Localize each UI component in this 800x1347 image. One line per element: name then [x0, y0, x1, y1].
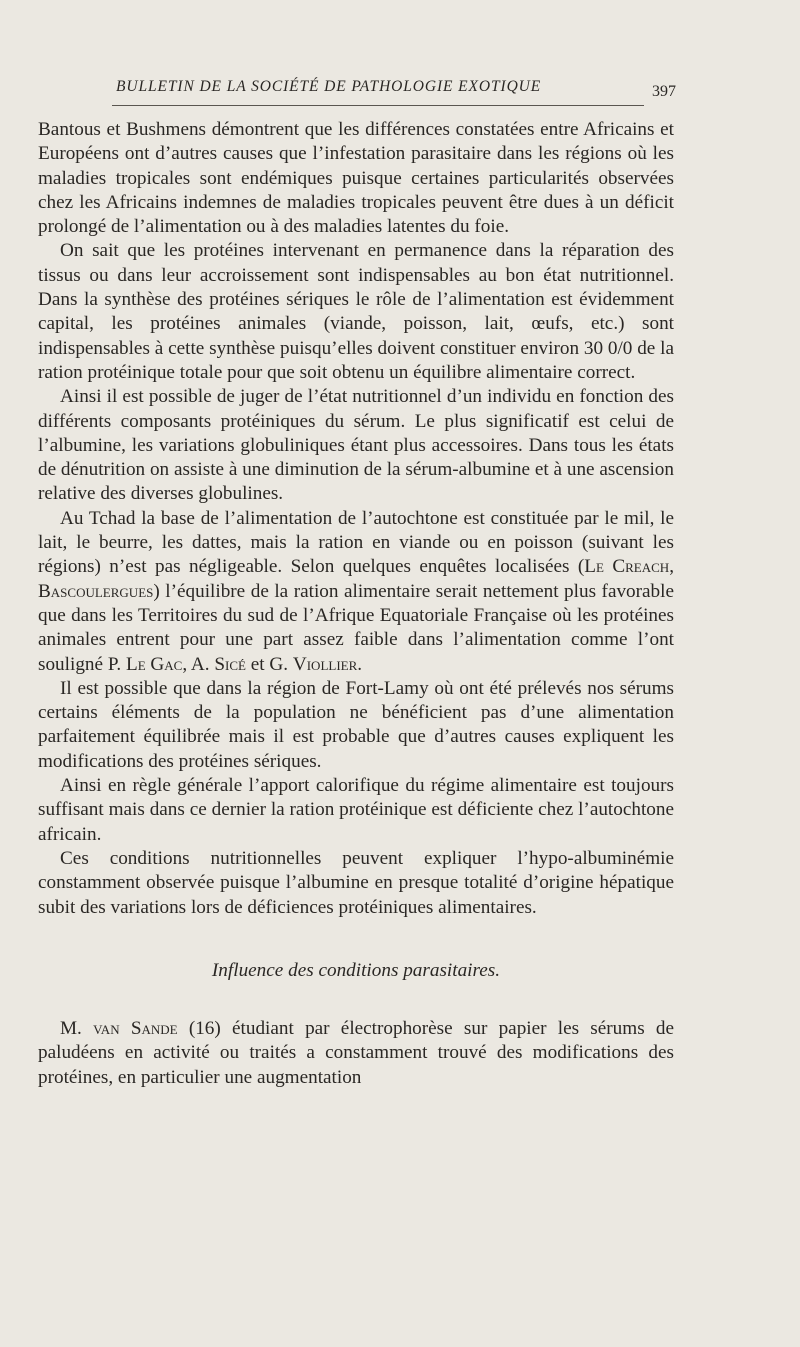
page-number: 397: [652, 83, 676, 100]
paragraph-7: Ces conditions nutritionnelles peuvent expliquer l’hypo-albuminémie constamment observée puisque l’albumine en presque totalité d’origine hépatique subit des variations lors de déficiences protéiniques alimentaires.: [38, 847, 674, 918]
paragraph-4-text-1: Au Tchad la base de l’alimentation de l’autochtone est constituée par le mil, le lait, le beurre, les dattes, mais la ration en viande ou en poisson (suivant les régions) n’est pas négligeable. Selon quelques enquêtes localisées (: [38, 507, 674, 578]
paragraph-4: [38, 507, 674, 677]
paragraph-1: Bantous et Bushmens démontrent que les différences constatées entre Africains et Européens ont d’autres causes que l’infestation parasitaire dans les régions où les maladies tropicales sont endémiques puisque certaines particularités observées chez les Africains indemnes de maladies tropicales peuvent être dues à un déficit prolongé de l’alimentation ou à des maladies latentes du foie.: [38, 119, 674, 238]
paragraph-8-text-1: M.: [60, 1018, 94, 1040]
section-heading: Influence des conditions parasitaires.: [211, 959, 501, 981]
paragraph-2: On sait que les protéines intervenant en permanence dans la réparation des tissus ou dans leur accroissement sont indispensables au bon état nutritionnel. Dans la synthèse des protéines sériques le rôle de l’alimentation est évidemment capital, les protéines animales (viande, poisson, lait, œufs, etc.) sont indispensables à cette synthèse puisqu’elles doivent constituer environ 30 0/0 de la ration protéinique totale pour que soit obtenu un équilibre alimentaire correct.: [38, 240, 674, 383]
paragraph-8-text-2: (16) étudiant par électrophorèse sur papier les sérums de paludéens en activité ou traités a constamment trouvé des modifications des protéines, en particulier une augmentation: [38, 1018, 675, 1088]
author-name: Le Creach: [584, 556, 670, 578]
paragraph-6: Ainsi en règle générale l’apport calorifique du régime alimentaire est toujours suffisant mais dans ce dernier la ration protéinique est déficiente chez l’autochtone africain.: [38, 775, 674, 845]
paragraph-8: [38, 1017, 674, 1090]
paragraph-4-text-4: , A.: [182, 653, 215, 675]
body-text: [38, 118, 674, 1090]
paragraph-3: Ainsi il est possible de juger de l’état nutritionnel d’un individu en fonction des différents composants protéiniques du sérum. Le plus significatif est celui de l’albumine, les variations globuliniques étant plus accessoires. Dans tous les états de dénutrition on assiste à une diminution de la sérum-albumine et à une ascension relative des diverses globulines.: [38, 386, 674, 505]
author-name: Viollier: [292, 653, 358, 675]
paragraph-5: Il est possible que dans la région de Fort-Lamy où ont été prélevés nos sérums certains éléments de la population ne bénéficient pas d’une alimentation parfaitement équilibrée mais il est probable que d’autres causes expliquent les modifications des protéines sériques.: [38, 677, 674, 772]
author-name: van Sande: [93, 1018, 178, 1040]
author-name: Bascoulergues: [38, 580, 154, 602]
header-rule: [112, 105, 644, 106]
author-name: Sicé: [214, 653, 246, 675]
running-head: BULLETIN DE LA SOCIÉTÉ DE PATHOLOGIE EXOTIQUE: [116, 78, 542, 95]
page-header: [112, 78, 680, 108]
author-name: Le Gac: [125, 653, 183, 675]
paragraph-4-text-6: .: [357, 653, 363, 675]
paragraph-4-text-2: ,: [669, 556, 674, 578]
paragraph-4-text-5: et G.: [245, 653, 293, 675]
paragraph-4-text-3: ) l’équilibre de la ration alimentaire serait nettement plus favorable que dans les Territoires du sud de l’Afrique Equatoriale Française où les protéines animales entrent pour une part assez faible dans l’alimentation comme l’ont souligné P.: [38, 580, 674, 675]
